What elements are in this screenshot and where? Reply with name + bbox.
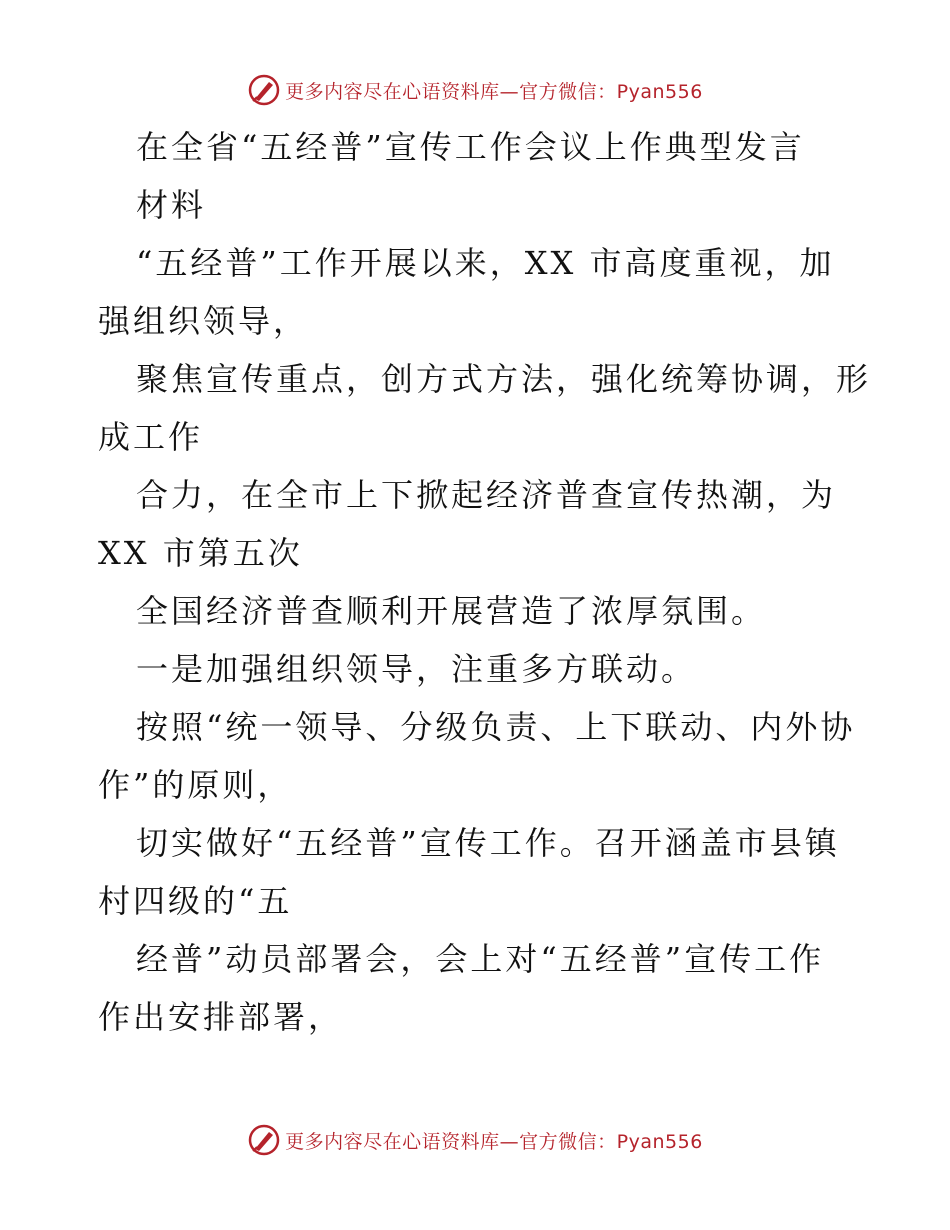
document-body	[98, 118, 872, 1046]
text-line: 一是加强组织领导，注重多方联动。	[136, 650, 697, 688]
text-line: 全国经济普查顺利开展营造了浓厚氛围。	[136, 592, 767, 630]
footer-banner	[0, 1120, 950, 1160]
text-line: 成工作	[98, 418, 204, 456]
text-line: 合力，在全市上下掀起经济普查宣传热潮，为	[136, 476, 837, 514]
text-line: “五经普”工作开展以来，XX 市高度重视，加	[136, 244, 835, 282]
text-line: 材料	[136, 186, 207, 224]
text-line: 切实做好“五经普”宣传工作。召开涵盖市县镇	[136, 824, 840, 862]
text-line: 按照“统一领导、分级负责、上下联动、内外协	[136, 708, 856, 746]
text-line: XX 市第五次	[98, 534, 303, 572]
text-line: 村四级的“五	[98, 882, 293, 920]
header-banner	[0, 70, 950, 110]
text-line: 作出安排部署，	[98, 998, 344, 1036]
text-line: 强组织领导，	[98, 302, 309, 340]
quill-circle-icon	[247, 1123, 281, 1157]
quill-circle-icon	[247, 73, 281, 107]
footer-banner-text: 更多内容尽在心语资料库—官方微信：Pyan556	[285, 1130, 703, 1153]
text-line: 聚焦宣传重点，创方式方法，强化统筹协调，形	[136, 360, 872, 398]
text-line: 在全省“五经普”宣传工作会议上作典型发言	[136, 128, 805, 166]
text-line: 作”的原则，	[98, 766, 293, 804]
text-line: 经普”动员部署会，会上对“五经普”宣传工作	[136, 940, 825, 978]
header-banner-text: 更多内容尽在心语资料库—官方微信：Pyan556	[285, 80, 703, 103]
